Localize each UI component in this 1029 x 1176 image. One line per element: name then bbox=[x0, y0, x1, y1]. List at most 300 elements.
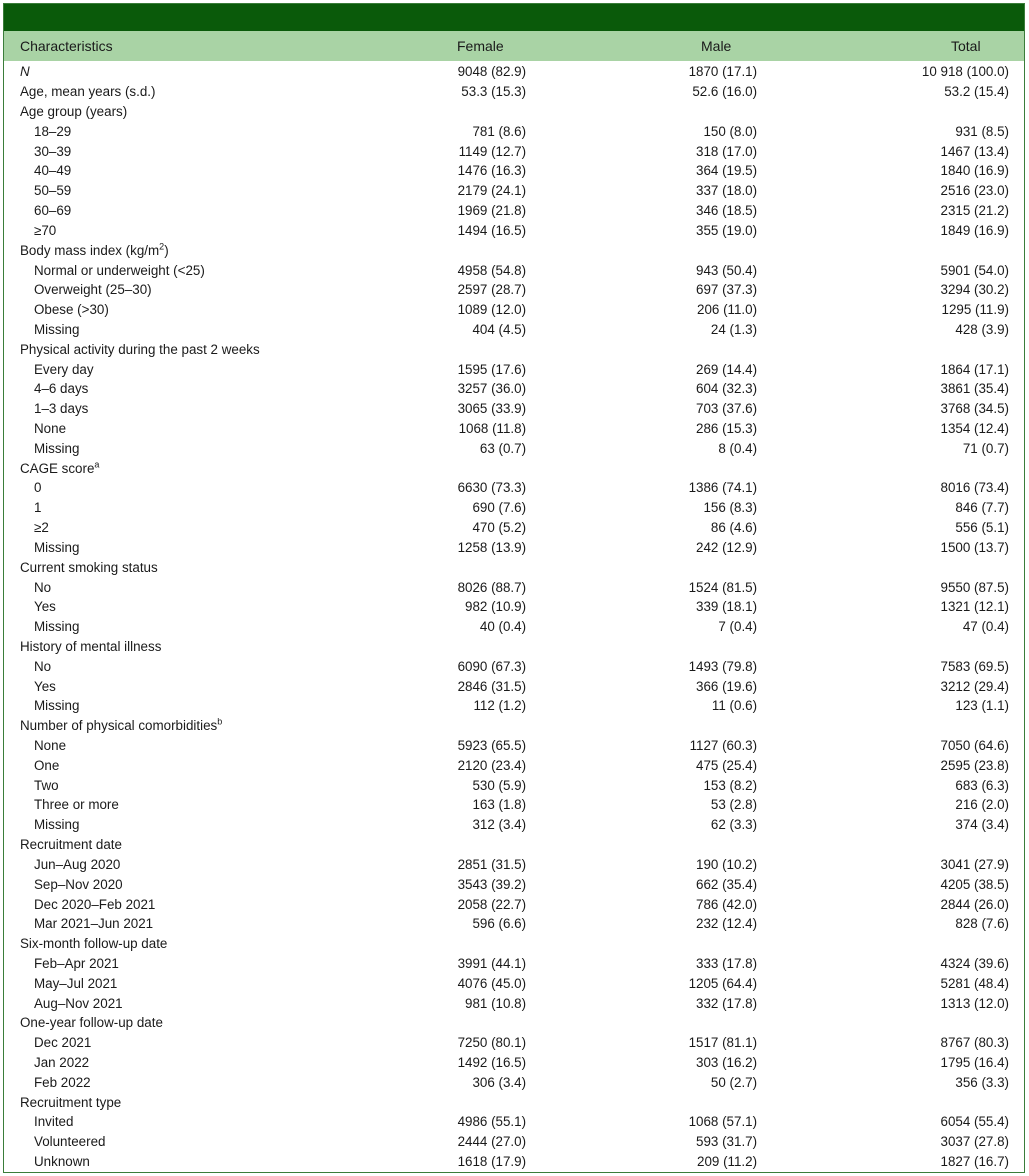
table-row bbox=[4, 716, 1024, 736]
header-total: Total bbox=[951, 38, 981, 54]
table-row bbox=[4, 181, 1024, 201]
total-value: 4205 (38.5) bbox=[940, 876, 1009, 892]
row-label bbox=[4, 617, 425, 637]
table-row bbox=[4, 637, 1024, 657]
row-label-text: Volunteered bbox=[34, 1134, 106, 1150]
table-row bbox=[4, 1072, 1024, 1092]
male-value: 303 (16.2) bbox=[696, 1055, 758, 1071]
female-value bbox=[425, 1092, 526, 1112]
male-value: 366 (19.6) bbox=[696, 678, 758, 694]
male-value bbox=[526, 102, 757, 122]
total-value: 428 (3.9) bbox=[955, 321, 1009, 337]
total-value: 5281 (48.4) bbox=[940, 975, 1009, 991]
row-label bbox=[4, 874, 425, 894]
total-value bbox=[757, 240, 1024, 260]
row-label bbox=[4, 1152, 425, 1172]
male-value: 156 (8.3) bbox=[703, 500, 758, 516]
table-row bbox=[4, 696, 1024, 716]
female-value: 112 (1.2) bbox=[473, 698, 527, 714]
row-label-text: Aug–Nov 2021 bbox=[34, 995, 123, 1011]
row-label bbox=[4, 121, 425, 141]
table-row bbox=[4, 954, 1024, 974]
row-label bbox=[4, 201, 425, 221]
total-value: 2516 (23.0) bbox=[940, 183, 1009, 199]
row-label bbox=[4, 696, 425, 716]
female-value bbox=[425, 835, 526, 855]
row-label-text: Number of physical comorbidities bbox=[20, 718, 218, 734]
row-label-text: Missing bbox=[34, 440, 80, 456]
table-body bbox=[4, 62, 1024, 1172]
table-row bbox=[4, 755, 1024, 775]
male-value: 62 (3.3) bbox=[710, 817, 758, 833]
row-label-text: Dec 2021 bbox=[34, 1035, 92, 1051]
row-label-text: Overweight (25–30) bbox=[34, 282, 152, 298]
table-row bbox=[4, 973, 1024, 993]
total-value bbox=[757, 458, 1024, 478]
table-row bbox=[4, 1112, 1024, 1132]
female-value: 1089 (12.0) bbox=[457, 302, 527, 318]
row-label bbox=[4, 637, 425, 657]
male-value: 153 (8.2) bbox=[703, 777, 758, 793]
total-value: 356 (3.3) bbox=[955, 1074, 1009, 1090]
total-value: 47 (0.4) bbox=[962, 619, 1009, 635]
total-value: 7583 (69.5) bbox=[940, 658, 1009, 674]
male-value: 8 (0.4) bbox=[718, 440, 758, 456]
table-row bbox=[4, 775, 1024, 795]
female-value: 1068 (11.8) bbox=[458, 421, 527, 437]
row-label bbox=[4, 954, 425, 974]
male-value: 1493 (79.8) bbox=[688, 658, 758, 674]
table-row bbox=[4, 894, 1024, 914]
male-value: 269 (14.4) bbox=[696, 361, 758, 377]
total-value: 3041 (27.9) bbox=[940, 856, 1009, 872]
male-value: 333 (17.8) bbox=[696, 955, 758, 971]
total-value: 1500 (13.7) bbox=[940, 539, 1009, 555]
female-value bbox=[425, 1013, 526, 1033]
row-label-text: Sep–Nov 2020 bbox=[34, 876, 123, 892]
female-value: 1618 (17.9) bbox=[457, 1154, 527, 1170]
female-value: 2120 (23.4) bbox=[457, 757, 527, 773]
female-value: 4986 (55.1) bbox=[457, 1114, 527, 1130]
total-value bbox=[757, 557, 1024, 577]
female-value: 40 (0.4) bbox=[479, 619, 527, 635]
row-label bbox=[4, 458, 425, 478]
total-value: 931 (8.5) bbox=[955, 123, 1009, 139]
female-value bbox=[425, 458, 526, 478]
total-value: 1313 (12.0) bbox=[940, 995, 1009, 1011]
total-value: 846 (7.7) bbox=[955, 500, 1009, 516]
row-label-text: Invited bbox=[34, 1114, 74, 1130]
row-label bbox=[4, 1033, 425, 1053]
male-value: 286 (15.3) bbox=[696, 421, 758, 437]
row-label-text: Missing bbox=[34, 817, 80, 833]
row-label-text: Age, mean years (s.d.) bbox=[20, 84, 156, 100]
row-label bbox=[4, 973, 425, 993]
total-value: 3768 (34.5) bbox=[940, 401, 1009, 417]
total-value: 1849 (16.9) bbox=[940, 222, 1009, 238]
row-label-text: One bbox=[34, 757, 60, 773]
female-value: 4958 (54.8) bbox=[457, 262, 527, 278]
total-value: 5901 (54.0) bbox=[940, 262, 1009, 278]
row-label bbox=[4, 399, 425, 419]
row-label-text: CAGE score bbox=[20, 460, 95, 476]
total-value: 53.2 (15.4) bbox=[944, 84, 1009, 100]
table-frame bbox=[3, 3, 1025, 1173]
table-row bbox=[4, 339, 1024, 359]
row-label-text: ≥70 bbox=[34, 222, 57, 238]
row-label bbox=[4, 914, 425, 934]
row-label bbox=[4, 1072, 425, 1092]
total-value bbox=[757, 102, 1024, 122]
female-value: 6090 (67.3) bbox=[457, 658, 527, 674]
row-label-suffix: ) bbox=[164, 242, 169, 258]
table-row bbox=[4, 419, 1024, 439]
total-value: 3861 (35.4) bbox=[940, 381, 1009, 397]
row-label-text: Recruitment type bbox=[20, 1094, 122, 1110]
row-label bbox=[4, 141, 425, 161]
row-label-text: 50–59 bbox=[34, 183, 72, 199]
table-row bbox=[4, 815, 1024, 835]
table-row bbox=[4, 1092, 1024, 1112]
male-value: 1068 (57.1) bbox=[688, 1114, 758, 1130]
row-label-text: Age group (years) bbox=[20, 104, 128, 120]
female-value bbox=[425, 557, 526, 577]
table-row bbox=[4, 438, 1024, 458]
male-value: 364 (19.5) bbox=[696, 163, 758, 179]
footnote-marker: b bbox=[217, 716, 223, 727]
row-label-text: Yes bbox=[34, 599, 56, 615]
male-value: 24 (1.3) bbox=[710, 321, 758, 337]
table-row bbox=[4, 498, 1024, 518]
table-row bbox=[4, 736, 1024, 756]
row-label bbox=[4, 538, 425, 558]
row-label bbox=[4, 161, 425, 181]
female-value: 470 (5.2) bbox=[472, 520, 527, 536]
male-value: 52.6 (16.0) bbox=[692, 84, 758, 100]
table-row bbox=[4, 518, 1024, 538]
row-label-text: No bbox=[34, 658, 52, 674]
female-value bbox=[425, 716, 526, 736]
table-row bbox=[4, 399, 1024, 419]
row-label-text: 0 bbox=[34, 480, 42, 496]
row-label bbox=[4, 518, 425, 538]
row-label-text: N bbox=[20, 64, 30, 80]
female-value: 6630 (73.3) bbox=[457, 480, 527, 496]
female-value: 981 (10.8) bbox=[465, 995, 527, 1011]
row-label bbox=[4, 478, 425, 498]
male-value: 209 (11.2) bbox=[697, 1154, 758, 1170]
female-value: 530 (5.9) bbox=[472, 777, 527, 793]
male-value: 1127 (60.3) bbox=[689, 738, 758, 754]
total-value: 2595 (23.8) bbox=[940, 757, 1009, 773]
table-row bbox=[4, 597, 1024, 617]
female-value: 3065 (33.9) bbox=[457, 401, 527, 417]
male-value: 339 (18.1) bbox=[696, 599, 758, 615]
row-label bbox=[4, 1132, 425, 1152]
header-male: Male bbox=[701, 38, 732, 54]
total-value: 2844 (26.0) bbox=[940, 896, 1009, 912]
female-value: 2597 (28.7) bbox=[457, 282, 527, 298]
male-value: 703 (37.6) bbox=[696, 401, 758, 417]
female-value: 404 (4.5) bbox=[472, 321, 527, 337]
row-label bbox=[4, 755, 425, 775]
total-value bbox=[757, 835, 1024, 855]
row-label bbox=[4, 656, 425, 676]
row-label-text: Missing bbox=[34, 321, 80, 337]
footnote-marker: 2 bbox=[159, 241, 165, 252]
row-label-text: Jan 2022 bbox=[34, 1055, 90, 1071]
row-label-text: Body mass index (kg/m bbox=[20, 242, 160, 258]
female-value: 63 (0.7) bbox=[479, 440, 527, 456]
total-value: 1795 (16.4) bbox=[940, 1055, 1009, 1071]
male-value: 346 (18.5) bbox=[696, 203, 758, 219]
row-label bbox=[4, 359, 425, 379]
table-row bbox=[4, 201, 1024, 221]
row-label bbox=[4, 82, 425, 102]
table-row bbox=[4, 359, 1024, 379]
table-row bbox=[4, 121, 1024, 141]
row-label bbox=[4, 260, 425, 280]
female-value bbox=[425, 339, 526, 359]
row-label bbox=[4, 1013, 425, 1033]
female-value: 163 (1.8) bbox=[472, 797, 527, 813]
row-label-text: Unknown bbox=[34, 1154, 90, 1170]
row-label bbox=[4, 62, 425, 82]
row-label-text: 60–69 bbox=[34, 203, 72, 219]
male-value bbox=[526, 557, 757, 577]
female-value: 1476 (16.3) bbox=[457, 163, 527, 179]
row-label-text: Dec 2020–Feb 2021 bbox=[34, 896, 156, 912]
male-value bbox=[526, 716, 757, 736]
row-label-text: Obese (>30) bbox=[34, 302, 109, 318]
male-value: 1386 (74.1) bbox=[688, 480, 758, 496]
table-row bbox=[4, 82, 1024, 102]
female-value: 3543 (39.2) bbox=[457, 876, 527, 892]
table-row bbox=[4, 795, 1024, 815]
row-label-text: ≥2 bbox=[34, 520, 49, 536]
total-value bbox=[757, 1013, 1024, 1033]
female-value: 5923 (65.5) bbox=[457, 738, 527, 754]
table-row bbox=[4, 141, 1024, 161]
row-label-text: Current smoking status bbox=[20, 559, 158, 575]
table-row bbox=[4, 1053, 1024, 1073]
male-value: 337 (18.0) bbox=[696, 183, 758, 199]
total-value: 8767 (80.3) bbox=[940, 1035, 1009, 1051]
female-value: 982 (10.9) bbox=[465, 599, 527, 615]
male-value: 943 (50.4) bbox=[696, 262, 758, 278]
male-value: 11 (0.6) bbox=[711, 698, 758, 714]
male-value: 1870 (17.1) bbox=[688, 64, 758, 80]
total-value: 556 (5.1) bbox=[955, 520, 1009, 536]
male-value bbox=[526, 1013, 757, 1033]
male-value: 332 (17.8) bbox=[696, 995, 758, 1011]
male-value: 1524 (81.5) bbox=[688, 579, 758, 595]
row-label bbox=[4, 498, 425, 518]
female-value: 596 (6.6) bbox=[472, 916, 527, 932]
table-row bbox=[4, 1152, 1024, 1172]
female-value bbox=[425, 637, 526, 657]
row-label-text: None bbox=[34, 738, 67, 754]
total-value: 4324 (39.6) bbox=[940, 955, 1009, 971]
table-row bbox=[4, 934, 1024, 954]
table-row bbox=[4, 478, 1024, 498]
row-label bbox=[4, 815, 425, 835]
table-row bbox=[4, 280, 1024, 300]
table-row bbox=[4, 300, 1024, 320]
total-value: 2315 (21.2) bbox=[940, 203, 1009, 219]
table-row bbox=[4, 161, 1024, 181]
total-value: 10 918 (100.0) bbox=[921, 64, 1009, 80]
row-label bbox=[4, 240, 425, 260]
row-label-text: Missing bbox=[34, 539, 80, 555]
male-value: 150 (8.0) bbox=[703, 123, 758, 139]
row-label bbox=[4, 835, 425, 855]
table-row bbox=[4, 993, 1024, 1013]
female-value bbox=[425, 102, 526, 122]
total-value bbox=[757, 637, 1024, 657]
row-label bbox=[4, 934, 425, 954]
male-value: 355 (19.0) bbox=[696, 222, 758, 238]
female-value: 2444 (27.0) bbox=[457, 1134, 527, 1150]
male-value: 1517 (81.1) bbox=[688, 1035, 758, 1051]
row-label-text: Every day bbox=[34, 361, 94, 377]
total-value: 3037 (27.8) bbox=[940, 1134, 1009, 1150]
total-value: 1840 (16.9) bbox=[940, 163, 1009, 179]
male-value: 604 (32.3) bbox=[696, 381, 758, 397]
row-label-text: No bbox=[34, 579, 52, 595]
male-value bbox=[526, 458, 757, 478]
male-value: 786 (42.0) bbox=[696, 896, 758, 912]
row-label bbox=[4, 894, 425, 914]
table-row bbox=[4, 379, 1024, 399]
table-row bbox=[4, 676, 1024, 696]
male-value bbox=[526, 637, 757, 657]
row-label bbox=[4, 557, 425, 577]
table-header-row bbox=[4, 31, 1024, 61]
male-value: 242 (12.9) bbox=[696, 539, 758, 555]
row-label-text: One-year follow-up date bbox=[20, 1015, 163, 1031]
row-label-text: Six-month follow-up date bbox=[20, 936, 168, 952]
table-row bbox=[4, 874, 1024, 894]
female-value: 2846 (31.5) bbox=[457, 678, 527, 694]
row-label bbox=[4, 300, 425, 320]
female-value: 1494 (16.5) bbox=[457, 222, 527, 238]
row-label bbox=[4, 102, 425, 122]
table-row bbox=[4, 320, 1024, 340]
row-label-text: Yes bbox=[34, 678, 56, 694]
row-label bbox=[4, 1053, 425, 1073]
male-value: 318 (17.0) bbox=[696, 143, 758, 159]
row-label-text: 1–3 days bbox=[34, 401, 89, 417]
row-label bbox=[4, 181, 425, 201]
row-label-text: Feb 2022 bbox=[34, 1074, 91, 1090]
male-value: 50 (2.7) bbox=[710, 1074, 758, 1090]
header-female: Female bbox=[457, 38, 504, 54]
row-label bbox=[4, 775, 425, 795]
table-row bbox=[4, 835, 1024, 855]
male-value bbox=[526, 934, 757, 954]
row-label-text: Missing bbox=[34, 698, 80, 714]
table-row bbox=[4, 577, 1024, 597]
male-value bbox=[526, 240, 757, 260]
row-label-text: 18–29 bbox=[34, 123, 72, 139]
female-value: 2851 (31.5) bbox=[457, 856, 527, 872]
total-value: 1295 (11.9) bbox=[941, 302, 1009, 318]
row-label bbox=[4, 577, 425, 597]
characteristics-table bbox=[4, 62, 1024, 1172]
male-value: 662 (35.4) bbox=[696, 876, 758, 892]
total-value: 1321 (12.1) bbox=[940, 599, 1009, 615]
male-value: 697 (37.3) bbox=[696, 282, 758, 298]
table-row bbox=[4, 458, 1024, 478]
table-row bbox=[4, 260, 1024, 280]
total-value bbox=[757, 934, 1024, 954]
table-row bbox=[4, 855, 1024, 875]
female-value: 1492 (16.5) bbox=[457, 1055, 527, 1071]
table-row bbox=[4, 617, 1024, 637]
table-row bbox=[4, 557, 1024, 577]
female-value: 9048 (82.9) bbox=[457, 64, 527, 80]
total-value: 9550 (87.5) bbox=[940, 579, 1009, 595]
male-value: 7 (0.4) bbox=[718, 619, 758, 635]
male-value: 232 (12.4) bbox=[696, 916, 758, 932]
row-label bbox=[4, 597, 425, 617]
table-row bbox=[4, 914, 1024, 934]
total-value: 8016 (73.4) bbox=[940, 480, 1009, 496]
row-label bbox=[4, 716, 425, 736]
row-label bbox=[4, 339, 425, 359]
total-value: 6054 (55.4) bbox=[940, 1114, 1009, 1130]
male-value: 190 (10.2) bbox=[696, 856, 758, 872]
total-value: 1864 (17.1) bbox=[940, 361, 1009, 377]
female-value: 3991 (44.1) bbox=[457, 955, 527, 971]
female-value: 8026 (88.7) bbox=[457, 579, 527, 595]
table-row bbox=[4, 1033, 1024, 1053]
row-label bbox=[4, 438, 425, 458]
row-label bbox=[4, 379, 425, 399]
footnote-marker: a bbox=[94, 459, 100, 470]
female-value: 1595 (17.6) bbox=[457, 361, 527, 377]
row-label bbox=[4, 993, 425, 1013]
row-label-text: Normal or underweight (<25) bbox=[34, 262, 205, 278]
female-value: 53.3 (15.3) bbox=[461, 84, 527, 100]
total-value: 1467 (13.4) bbox=[940, 143, 1009, 159]
female-value: 2179 (24.1) bbox=[457, 183, 527, 199]
total-value: 3294 (30.2) bbox=[940, 282, 1009, 298]
table-row bbox=[4, 656, 1024, 676]
female-value: 690 (7.6) bbox=[472, 500, 527, 516]
female-value: 1258 (13.9) bbox=[457, 539, 527, 555]
table-row bbox=[4, 1013, 1024, 1033]
female-value bbox=[425, 240, 526, 260]
male-value: 86 (4.6) bbox=[710, 520, 758, 536]
row-label bbox=[4, 280, 425, 300]
row-label-text: 4–6 days bbox=[34, 381, 89, 397]
row-label bbox=[4, 1092, 425, 1112]
total-value: 7050 (64.6) bbox=[940, 738, 1009, 754]
table-row bbox=[4, 221, 1024, 241]
row-label-text: History of mental illness bbox=[20, 638, 162, 654]
total-value bbox=[757, 1092, 1024, 1112]
female-value: 4076 (45.0) bbox=[457, 975, 527, 991]
total-value: 374 (3.4) bbox=[955, 817, 1009, 833]
female-value: 312 (3.4) bbox=[472, 817, 527, 833]
female-value bbox=[425, 934, 526, 954]
male-value: 1205 (64.4) bbox=[688, 975, 758, 991]
total-value: 216 (2.0) bbox=[955, 797, 1009, 813]
male-value: 206 (11.0) bbox=[697, 302, 758, 318]
female-value: 1969 (21.8) bbox=[457, 203, 527, 219]
